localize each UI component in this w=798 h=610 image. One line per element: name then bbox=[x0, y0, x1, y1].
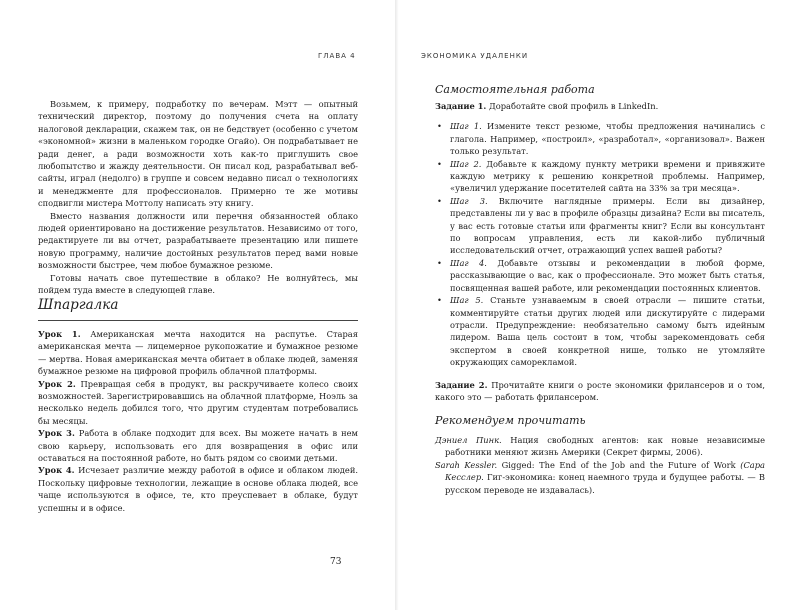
task-text: Прочитайте книги о росте экономики фрилансеров и о том, какого это — работать фрилансером. bbox=[435, 379, 765, 402]
reading-heading: Рекомендуем прочитать bbox=[435, 414, 586, 427]
paragraph: Готовы начать свое путешествие в облако? Не волнуйтесь, мы пойдем туда вместе в следующей главе. bbox=[38, 272, 358, 296]
left-intro-text bbox=[38, 98, 358, 297]
right-running-head: ЭКОНОМИКА УДАЛЕНКИ bbox=[421, 52, 529, 60]
step-item bbox=[435, 120, 765, 157]
ref-author: Дэниел Пинк. bbox=[435, 435, 502, 445]
lesson-item bbox=[38, 464, 358, 514]
references-list bbox=[435, 434, 765, 496]
reference-item bbox=[435, 434, 765, 459]
lesson-item bbox=[38, 328, 358, 378]
bullet: • bbox=[437, 195, 442, 206]
task-text: Доработайте свой профиль в LinkedIn. bbox=[488, 101, 659, 111]
lesson-text: Превращая себя в продукт, вы раскручиваете колесо своих возможностей. Зарегистрировавшись на облачной платформе, Ноэль за несколько недель добился того, что другим студентам потребовались бы месяцы. bbox=[38, 378, 358, 426]
lessons-list bbox=[38, 328, 358, 514]
step-text: Добавьте к каждому пункту метрики времени и привяжите каждую метрику к решению конкретной проблемы. Например, «увеличил удержание посетителей сайта на 33% за три месяца». bbox=[450, 158, 765, 194]
lesson-text: Работа в облаке подходит для всех. Вы можете начать в нем свою карьеру, использовать его для возвращения в офис или оставаться на постоянной работе, но быть рядом со своими детьми. bbox=[38, 428, 359, 464]
step-label: Шаг 5. bbox=[450, 295, 484, 306]
task-2 bbox=[435, 379, 765, 404]
ref-author-translated: (Сара Кесслер. bbox=[445, 459, 765, 483]
self-work-heading: Самостоятельная работа bbox=[435, 83, 595, 96]
left-page bbox=[0, 0, 397, 610]
step-text: Станьте узнаваемым в своей отрасли — пишите статьи, комментируйте статьи других людей или дискутируйте с лидерами отрасли. Предупреждение: необязательно самому быть идейным лидером. Ваша цель состоит в том, чтобы зарекомендовать себя экспертом в своей конкретной нише, только не утомляйте окружающих саморекламой. bbox=[450, 295, 766, 368]
paragraph: Вместо названия должности или перечня обязанностей облако людей ориентировано на достижение результатов. Независимо от того, редактируете ли вы отчет, разрабатываете презентацию или пишете новую программу, наличие достойных результатов перед вами новые возможности быстрее, чем любое бумажное резюме. bbox=[38, 210, 358, 271]
bullet: • bbox=[437, 158, 442, 169]
step-item bbox=[435, 158, 765, 195]
lesson-label: Урок 4. bbox=[38, 465, 75, 476]
right-page bbox=[399, 0, 798, 610]
task-label: Задание 2. bbox=[435, 379, 488, 390]
step-text: Добавьте отзывы и рекомендации в любой форме, рассказывающие о вас, как о профессионале. Это может быть статья, посвященная вашей работе, или рекомендации постоянных клиентов. bbox=[450, 257, 765, 293]
task-1 bbox=[435, 100, 765, 112]
bullet: • bbox=[437, 121, 442, 132]
step-text: Измените текст резюме, чтобы предложения начинались с глагола. Например, «построил», «разработал», «организовал». Важен только результат. bbox=[450, 121, 765, 157]
step-label: Шаг 1. bbox=[450, 121, 482, 132]
step-text: Включите наглядные примеры. Если вы дизайнер, представлены ли у вас в профиле образцы дизайна? Если вы писатель, у вас есть готовые статьи или фрагменты книг? Если вы консультант по вопросам управления, есть ли какой-либо публичный исследовательский отчет, отражающий успех вашей работы? bbox=[450, 195, 765, 256]
bullet: • bbox=[437, 257, 442, 268]
lesson-text: Американская мечта находится на распутье. Старая американская мечта — лицемерное рукопожатие и бумажное резюме — мертва. Новая американская мечта обитает в облаке людей, заменяя бумажное резюме на цифровой профиль облачной платформы. bbox=[38, 329, 358, 377]
step-label: Шаг 4. bbox=[450, 257, 487, 268]
ref-text: Нация свободных агентов: как новые независимые работники меняют жизнь Америки (Секрет фирмы, 2006). bbox=[445, 435, 766, 458]
bullet: • bbox=[437, 295, 442, 306]
lesson-label: Урок 1. bbox=[38, 329, 81, 339]
lesson-label: Урок 2. bbox=[38, 378, 76, 389]
step-item bbox=[435, 195, 765, 257]
lesson-label: Урок 3. bbox=[38, 428, 75, 439]
reference-item bbox=[435, 459, 765, 496]
step-item bbox=[435, 294, 765, 368]
paragraph: Возьмем, к примеру, подработку по вечерам. Мэтт — опытный технический директор, поэтому до получения счета на оплату налоговой декларации, скажем так, он не бедствует (особенно с учетом «экономной» жизни в маленьком городке Огайо). Он подрабатывает не ради денег, а ради возможности хоть как-то приглушить свое любопытство и жажду деятельности. Он писал код, разрабатывал веб-сайты, играл (недолго) в группе и совсем недавно писал о технологиях и менеджменте для профессионалов. Примерно те же мотивы сподвигли мистера Моттолу написать эту книгу. bbox=[38, 99, 358, 209]
section-divider bbox=[38, 320, 358, 321]
page-number: 73 bbox=[330, 557, 342, 567]
task-label: Задание 1. bbox=[435, 101, 487, 111]
step-label: Шаг 3. bbox=[450, 195, 488, 206]
self-work-content bbox=[435, 100, 765, 403]
lesson-text: Исчезает различие между работой в офисе и облаком людей. Поскольку цифровые технологии, лежащие в основе облака людей, все чаще используются в офисе, те, кто преуспевает в облаке, будут успешны и в офисе. bbox=[38, 465, 358, 513]
ref-text: Gigged: The End of the Job and the Future of Work bbox=[501, 459, 736, 470]
left-running-head: ГЛАВА 4 bbox=[318, 52, 356, 60]
lesson-item bbox=[38, 427, 358, 464]
step-label: Шаг 2. bbox=[450, 158, 482, 169]
ref-text-translated: Гиг-экономика: конец наемного труда и будущее работы. — В русском переводе не издавалась). bbox=[445, 472, 765, 495]
steps-list bbox=[435, 120, 765, 368]
ref-author: Sarah Kessler. bbox=[435, 459, 498, 470]
lesson-item bbox=[38, 378, 358, 428]
cheatsheet-heading: Шпаргалка bbox=[38, 297, 119, 313]
step-item bbox=[435, 257, 765, 294]
